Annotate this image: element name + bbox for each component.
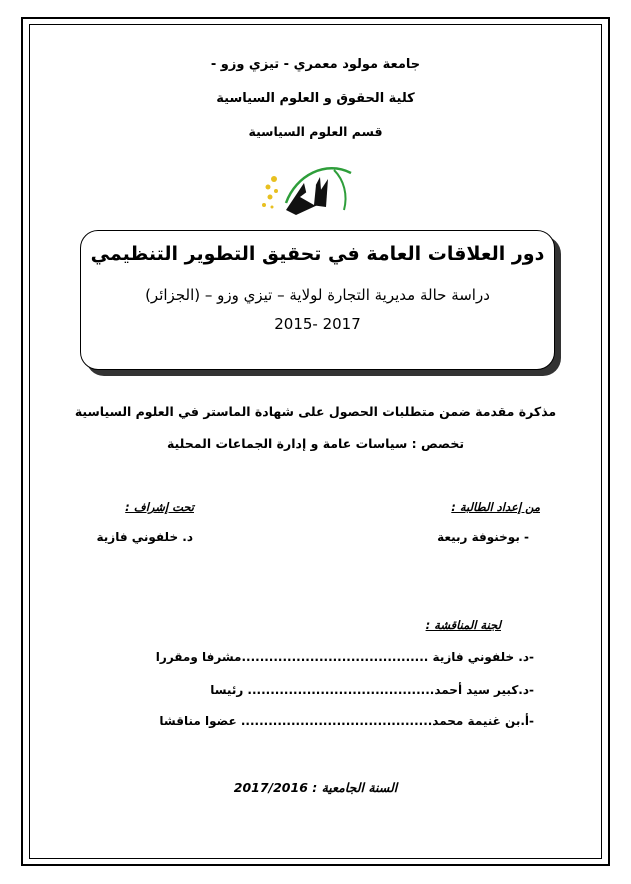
department-name: قسم العلوم السياسية [248, 124, 383, 139]
memo-statement: مذكرة مقدمة ضمن متطلبات الحصول على شهادة الماستر في العلوم السياسية [74, 404, 557, 419]
supervisor-name: د. خلفوني فازية [96, 530, 193, 544]
university-logo-icon [256, 155, 356, 225]
student-name: - بوخنوفة ربيعة [437, 530, 529, 544]
academic-year: السنة الجامعية : 2017/2016 [233, 780, 398, 795]
thesis-subtitle: دراسة حالة مديرية التجارة لولاية – تيزي وزو – (الجزائر) [145, 286, 490, 304]
study-years: 2015- 2017 [274, 315, 361, 333]
university-name: جامعة مولود معمري - تيزي وزو - [210, 57, 421, 72]
faculty-name: كلية الحقوق و العلوم السياسية [216, 91, 415, 106]
supervised-by-label: تحت إشراف : [125, 500, 194, 514]
committee-label: لجنة المناقشة : [425, 618, 501, 632]
committee-member: -د.كبير سيد أحمد......................................... رئيسا [210, 683, 534, 697]
committee-member: -أ.بن غنيمة محمد.......................................... عضوا مناقشا [159, 714, 534, 728]
thesis-title: دور العلاقات العامة في تحقيق التطوير التنظيمي [90, 243, 545, 265]
specialization: تخصص : سياسات عامة و إدارة الجماعات المحلية [166, 436, 465, 451]
committee-member: -د. خلفوني فازية .........................................مشرفا ومقررا [155, 650, 534, 664]
prepared-by-label: من إعداد الطالبة : [451, 500, 540, 514]
